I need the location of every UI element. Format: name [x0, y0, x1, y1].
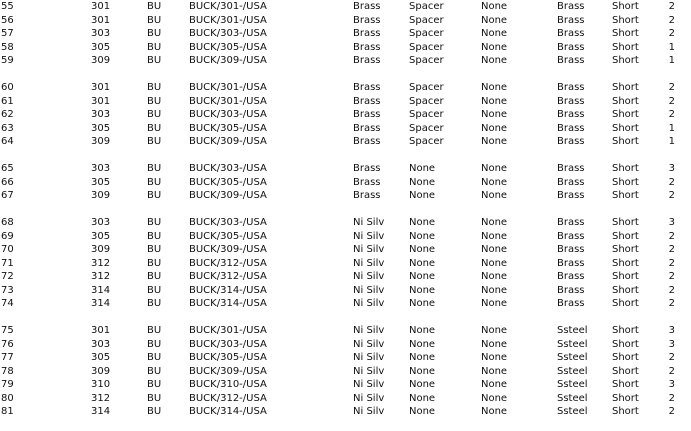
tang-stamp-cell: BUCK/312-/USA [189, 257, 267, 269]
quantity-cell: 2 [668, 190, 675, 201]
pattern-cell: 303 [91, 338, 111, 350]
tang-stamp-cell: BUCK/305-/USA [189, 122, 267, 134]
table-row [0, 14, 691, 28]
row-number: 79 [1, 379, 14, 390]
tang-stamp-cell: BUCK/305-/USA [189, 352, 267, 363]
quantity-cell: 2 [668, 271, 675, 282]
spacer-cell: None [409, 352, 436, 363]
spacer-cell: Spacer [409, 136, 444, 147]
length-cell: Short [612, 55, 639, 66]
maker-code-cell: BU [147, 163, 162, 174]
row-number: 64 [1, 136, 14, 147]
pattern-cell: 309 [91, 55, 111, 66]
maker-code-cell: BU [147, 190, 162, 201]
pattern-cell: 301 [91, 95, 111, 107]
tang-stamp-cell: BUCK/301-/USA [189, 1, 267, 12]
spacer-cell: None [409, 379, 436, 390]
liner-cell: Brass [557, 244, 585, 255]
length-cell: Short [612, 406, 639, 417]
tang-stamp-cell: BUCK/309-/USA [189, 190, 267, 201]
spacer-cell: Spacer [409, 41, 444, 53]
pattern-cell: 314 [91, 298, 111, 309]
table-row [0, 176, 691, 190]
table-row [0, 405, 691, 419]
quantity-cell: 2 [668, 257, 675, 269]
table-row [0, 378, 691, 392]
maker-code-cell: BU [147, 392, 162, 404]
tang-stamp-cell: BUCK/309-/USA [189, 244, 267, 255]
length-cell: Short [612, 392, 639, 404]
length-cell: Short [612, 122, 639, 134]
spacer-cell: None [409, 406, 436, 417]
bolster-cell: Brass [353, 95, 381, 107]
liner-cell: Ssteel [557, 352, 588, 363]
table-row [0, 108, 691, 122]
row-number: 63 [1, 122, 14, 134]
table-row [0, 324, 691, 338]
quantity-cell: 2 [668, 244, 675, 255]
pattern-cell: 305 [91, 122, 111, 134]
spacer-cell: Spacer [409, 1, 444, 12]
pattern-cell: 305 [91, 41, 111, 53]
row-number: 75 [1, 325, 14, 336]
liner-cell: Brass [557, 1, 585, 12]
quantity-cell: 1 [668, 41, 675, 53]
pattern-cell: 301 [91, 82, 111, 93]
maker-code-cell: BU [147, 217, 162, 228]
quantity-cell: 2 [668, 406, 675, 417]
spacer-cell: Spacer [409, 28, 444, 39]
maker-code-cell: BU [147, 352, 162, 363]
bolster-cell: Brass [353, 190, 381, 201]
tang-stamp-cell: BUCK/312-/USA [189, 271, 267, 282]
row-number: 56 [1, 14, 14, 26]
spacer-cell: None [409, 217, 436, 228]
row-number: 55 [1, 1, 14, 12]
row-number: 61 [1, 95, 14, 107]
bolster-cell: Brass [353, 136, 381, 147]
length-cell: Short [612, 109, 639, 120]
shield-cell: None [481, 230, 508, 242]
pattern-cell: 314 [91, 284, 111, 296]
table-row [0, 392, 691, 406]
row-number: 57 [1, 28, 14, 39]
spacer-cell: None [409, 392, 436, 404]
tang-stamp-cell: BUCK/310-/USA [189, 379, 267, 390]
quantity-cell: 2 [668, 365, 675, 377]
table-row [0, 297, 691, 311]
table-row [0, 95, 691, 109]
row-number: 65 [1, 163, 14, 174]
row-number: 80 [1, 392, 14, 404]
pattern-cell: 305 [91, 352, 111, 363]
quantity-cell: 2 [668, 28, 675, 39]
shield-cell: None [481, 109, 508, 120]
maker-code-cell: BU [147, 298, 162, 309]
quantity-cell: 3 [668, 325, 675, 336]
quantity-cell: 3 [668, 163, 675, 174]
quantity-cell: 2 [668, 82, 675, 93]
row-number: 70 [1, 244, 14, 255]
pattern-cell: 303 [91, 163, 111, 174]
pattern-cell: 312 [91, 257, 111, 269]
maker-code-cell: BU [147, 406, 162, 417]
bolster-cell: Brass [353, 109, 381, 120]
pattern-cell: 305 [91, 176, 111, 188]
quantity-cell: 3 [668, 217, 675, 228]
maker-code-cell: BU [147, 230, 162, 242]
tang-stamp-cell: BUCK/303-/USA [189, 163, 267, 174]
length-cell: Short [612, 271, 639, 282]
row-number: 78 [1, 365, 14, 377]
shield-cell: None [481, 244, 508, 255]
liner-cell: Brass [557, 257, 585, 269]
table-row [0, 54, 691, 68]
quantity-cell: 2 [668, 392, 675, 404]
liner-cell: Ssteel [557, 325, 588, 336]
tang-stamp-cell: BUCK/309-/USA [189, 55, 267, 66]
length-cell: Short [612, 14, 639, 26]
shield-cell: None [481, 217, 508, 228]
row-number: 81 [1, 406, 14, 417]
bolster-cell: Brass [353, 14, 381, 26]
table-row [0, 122, 691, 136]
tang-stamp-cell: BUCK/303-/USA [189, 338, 267, 350]
bolster-cell: Ni Silv [353, 244, 385, 255]
bolster-cell: Brass [353, 28, 381, 39]
spacer-cell: None [409, 257, 436, 269]
bolster-cell: Ni Silv [353, 379, 385, 390]
bolster-cell: Ni Silv [353, 257, 385, 269]
table-row [0, 338, 691, 352]
pattern-cell: 309 [91, 136, 111, 147]
liner-cell: Brass [557, 95, 585, 107]
length-cell: Short [612, 95, 639, 107]
shield-cell: None [481, 365, 508, 377]
length-cell: Short [612, 244, 639, 255]
pattern-cell: 301 [91, 14, 111, 26]
maker-code-cell: BU [147, 136, 162, 147]
shield-cell: None [481, 298, 508, 309]
liner-cell: Brass [557, 163, 585, 174]
spacer-cell: None [409, 325, 436, 336]
shield-cell: None [481, 136, 508, 147]
shield-cell: None [481, 271, 508, 282]
row-number: 69 [1, 230, 14, 242]
bolster-cell: Brass [353, 122, 381, 134]
liner-cell: Brass [557, 136, 585, 147]
liner-cell: Brass [557, 109, 585, 120]
spacer-cell: Spacer [409, 109, 444, 120]
pattern-cell: 309 [91, 244, 111, 255]
quantity-cell: 2 [668, 298, 675, 309]
length-cell: Short [612, 176, 639, 188]
maker-code-cell: BU [147, 365, 162, 377]
row-number: 59 [1, 55, 14, 66]
spacer-cell: Spacer [409, 122, 444, 134]
pattern-cell: 301 [91, 1, 111, 12]
spacer-cell: None [409, 176, 436, 188]
liner-cell: Brass [557, 217, 585, 228]
pattern-cell: 309 [91, 190, 111, 201]
row-number: 71 [1, 257, 14, 269]
quantity-cell: 1 [668, 136, 675, 147]
length-cell: Short [612, 325, 639, 336]
table-row [0, 351, 691, 365]
tang-stamp-cell: BUCK/305-/USA [189, 230, 267, 242]
pattern-cell: 301 [91, 325, 111, 336]
bolster-cell: Brass [353, 82, 381, 93]
maker-code-cell: BU [147, 1, 162, 12]
spacer-cell: Spacer [409, 82, 444, 93]
row-number: 66 [1, 176, 14, 188]
length-cell: Short [612, 352, 639, 363]
bolster-cell: Ni Silv [353, 230, 385, 242]
bolster-cell: Ni Silv [353, 365, 385, 377]
pattern-cell: 303 [91, 217, 111, 228]
spacer-cell: None [409, 284, 436, 296]
maker-code-cell: BU [147, 325, 162, 336]
spacer-cell: Spacer [409, 55, 444, 66]
table-row [0, 189, 691, 203]
quantity-cell: 1 [668, 122, 675, 134]
maker-code-cell: BU [147, 284, 162, 296]
table-row [0, 27, 691, 41]
bolster-cell: Brass [353, 41, 381, 53]
tang-stamp-cell: BUCK/305-/USA [189, 41, 267, 53]
bolster-cell: Brass [353, 1, 381, 12]
liner-cell: Ssteel [557, 338, 588, 350]
length-cell: Short [612, 41, 639, 53]
table-row [0, 216, 691, 230]
shield-cell: None [481, 163, 508, 174]
pattern-cell: 303 [91, 28, 111, 39]
maker-code-cell: BU [147, 28, 162, 39]
shield-cell: None [481, 122, 508, 134]
row-number: 60 [1, 82, 14, 93]
shield-cell: None [481, 14, 508, 26]
spacer-cell: None [409, 163, 436, 174]
liner-cell: Brass [557, 284, 585, 296]
tang-stamp-cell: BUCK/301-/USA [189, 14, 267, 26]
liner-cell: Brass [557, 14, 585, 26]
table-row [0, 0, 691, 14]
length-cell: Short [612, 298, 639, 309]
tang-stamp-cell: BUCK/303-/USA [189, 109, 267, 120]
bolster-cell: Ni Silv [353, 271, 385, 282]
maker-code-cell: BU [147, 244, 162, 255]
tang-stamp-cell: BUCK/303-/USA [189, 217, 267, 228]
shield-cell: None [481, 406, 508, 417]
liner-cell: Brass [557, 82, 585, 93]
shield-cell: None [481, 1, 508, 12]
quantity-cell: 2 [668, 109, 675, 120]
shield-cell: None [481, 95, 508, 107]
maker-code-cell: BU [147, 122, 162, 134]
liner-cell: Brass [557, 190, 585, 201]
liner-cell: Brass [557, 55, 585, 66]
spacer-cell: Spacer [409, 14, 444, 26]
shield-cell: None [481, 190, 508, 201]
shield-cell: None [481, 257, 508, 269]
spacer-cell: None [409, 298, 436, 309]
quantity-cell: 2 [668, 352, 675, 363]
shield-cell: None [481, 379, 508, 390]
liner-cell: Ssteel [557, 365, 588, 377]
bolster-cell: Ni Silv [353, 352, 385, 363]
pattern-cell: 303 [91, 109, 111, 120]
table-row [0, 230, 691, 244]
bolster-cell: Ni Silv [353, 325, 385, 336]
pattern-cell: 314 [91, 406, 111, 417]
length-cell: Short [612, 379, 639, 390]
length-cell: Short [612, 365, 639, 377]
tang-stamp-cell: BUCK/301-/USA [189, 95, 267, 107]
tang-stamp-cell: BUCK/309-/USA [189, 365, 267, 377]
length-cell: Short [612, 1, 639, 12]
maker-code-cell: BU [147, 338, 162, 350]
length-cell: Short [612, 136, 639, 147]
quantity-cell: 2 [668, 176, 675, 188]
quantity-cell: 2 [668, 14, 675, 26]
row-number: 72 [1, 271, 14, 282]
length-cell: Short [612, 217, 639, 228]
length-cell: Short [612, 338, 639, 350]
tang-stamp-cell: BUCK/314-/USA [189, 406, 267, 417]
length-cell: Short [612, 257, 639, 269]
row-number: 68 [1, 217, 14, 228]
bolster-cell: Brass [353, 163, 381, 174]
tang-stamp-cell: BUCK/314-/USA [189, 284, 267, 296]
liner-cell: Brass [557, 122, 585, 134]
row-number: 58 [1, 41, 14, 53]
tang-stamp-cell: BUCK/314-/USA [189, 298, 267, 309]
bolster-cell: Ni Silv [353, 392, 385, 404]
length-cell: Short [612, 163, 639, 174]
maker-code-cell: BU [147, 82, 162, 93]
shield-cell: None [481, 82, 508, 93]
liner-cell: Brass [557, 28, 585, 39]
tang-stamp-cell: BUCK/301-/USA [189, 325, 267, 336]
maker-code-cell: BU [147, 14, 162, 26]
shield-cell: None [481, 284, 508, 296]
quantity-cell: 2 [668, 284, 675, 296]
bolster-cell: Brass [353, 55, 381, 66]
quantity-cell: 2 [668, 95, 675, 107]
row-number: 62 [1, 109, 14, 120]
table-row [0, 270, 691, 284]
tang-stamp-cell: BUCK/303-/USA [189, 28, 267, 39]
row-number: 67 [1, 190, 14, 201]
length-cell: Short [612, 190, 639, 201]
table-row [0, 243, 691, 257]
bolster-cell: Ni Silv [353, 217, 385, 228]
quantity-cell: 2 [668, 1, 675, 12]
row-number: 77 [1, 352, 14, 363]
maker-code-cell: BU [147, 95, 162, 107]
table-row [0, 257, 691, 271]
maker-code-cell: BU [147, 41, 162, 53]
table-row [0, 41, 691, 55]
spacer-cell: None [409, 365, 436, 377]
length-cell: Short [612, 82, 639, 93]
bolster-cell: Ni Silv [353, 298, 385, 309]
liner-cell: Ssteel [557, 379, 588, 390]
spacer-cell: None [409, 230, 436, 242]
bolster-cell: Ni Silv [353, 406, 385, 417]
pattern-cell: 305 [91, 230, 111, 242]
liner-cell: Brass [557, 230, 585, 242]
maker-code-cell: BU [147, 55, 162, 66]
bolster-cell: Ni Silv [353, 338, 385, 350]
maker-code-cell: BU [147, 176, 162, 188]
quantity-cell: 1 [668, 55, 675, 66]
table-row [0, 365, 691, 379]
table-row [0, 284, 691, 298]
tang-stamp-cell: BUCK/312-/USA [189, 392, 267, 404]
bolster-cell: Ni Silv [353, 284, 385, 296]
liner-cell: Ssteel [557, 392, 588, 404]
shield-cell: None [481, 325, 508, 336]
tang-stamp-cell: BUCK/309-/USA [189, 136, 267, 147]
tang-stamp-cell: BUCK/305-/USA [189, 176, 267, 188]
quantity-cell: 3 [668, 338, 675, 350]
spacer-cell: None [409, 271, 436, 282]
length-cell: Short [612, 284, 639, 296]
maker-code-cell: BU [147, 271, 162, 282]
liner-cell: Ssteel [557, 406, 588, 417]
pattern-cell: 312 [91, 271, 111, 282]
liner-cell: Brass [557, 176, 585, 188]
spacer-cell: Spacer [409, 95, 444, 107]
shield-cell: None [481, 55, 508, 66]
pattern-cell: 310 [91, 379, 111, 390]
liner-cell: Brass [557, 41, 585, 53]
liner-cell: Brass [557, 298, 585, 309]
shield-cell: None [481, 352, 508, 363]
maker-code-cell: BU [147, 379, 162, 390]
length-cell: Short [612, 28, 639, 39]
bolster-cell: Brass [353, 176, 381, 188]
tang-stamp-cell: BUCK/301-/USA [189, 82, 267, 93]
shield-cell: None [481, 41, 508, 53]
pattern-cell: 312 [91, 392, 111, 404]
length-cell: Short [612, 230, 639, 242]
quantity-cell: 3 [668, 379, 675, 390]
row-number: 73 [1, 284, 14, 296]
row-number: 76 [1, 338, 14, 350]
shield-cell: None [481, 28, 508, 39]
pattern-cell: 309 [91, 365, 111, 377]
liner-cell: Brass [557, 271, 585, 282]
shield-cell: None [481, 392, 508, 404]
shield-cell: None [481, 338, 508, 350]
spacer-cell: None [409, 190, 436, 201]
row-number: 74 [1, 298, 14, 309]
maker-code-cell: BU [147, 257, 162, 269]
spacer-cell: None [409, 244, 436, 255]
table-row [0, 162, 691, 176]
quantity-cell: 2 [668, 230, 675, 242]
spacer-cell: None [409, 338, 436, 350]
table-row [0, 81, 691, 95]
maker-code-cell: BU [147, 109, 162, 120]
shield-cell: None [481, 176, 508, 188]
table-row [0, 135, 691, 149]
